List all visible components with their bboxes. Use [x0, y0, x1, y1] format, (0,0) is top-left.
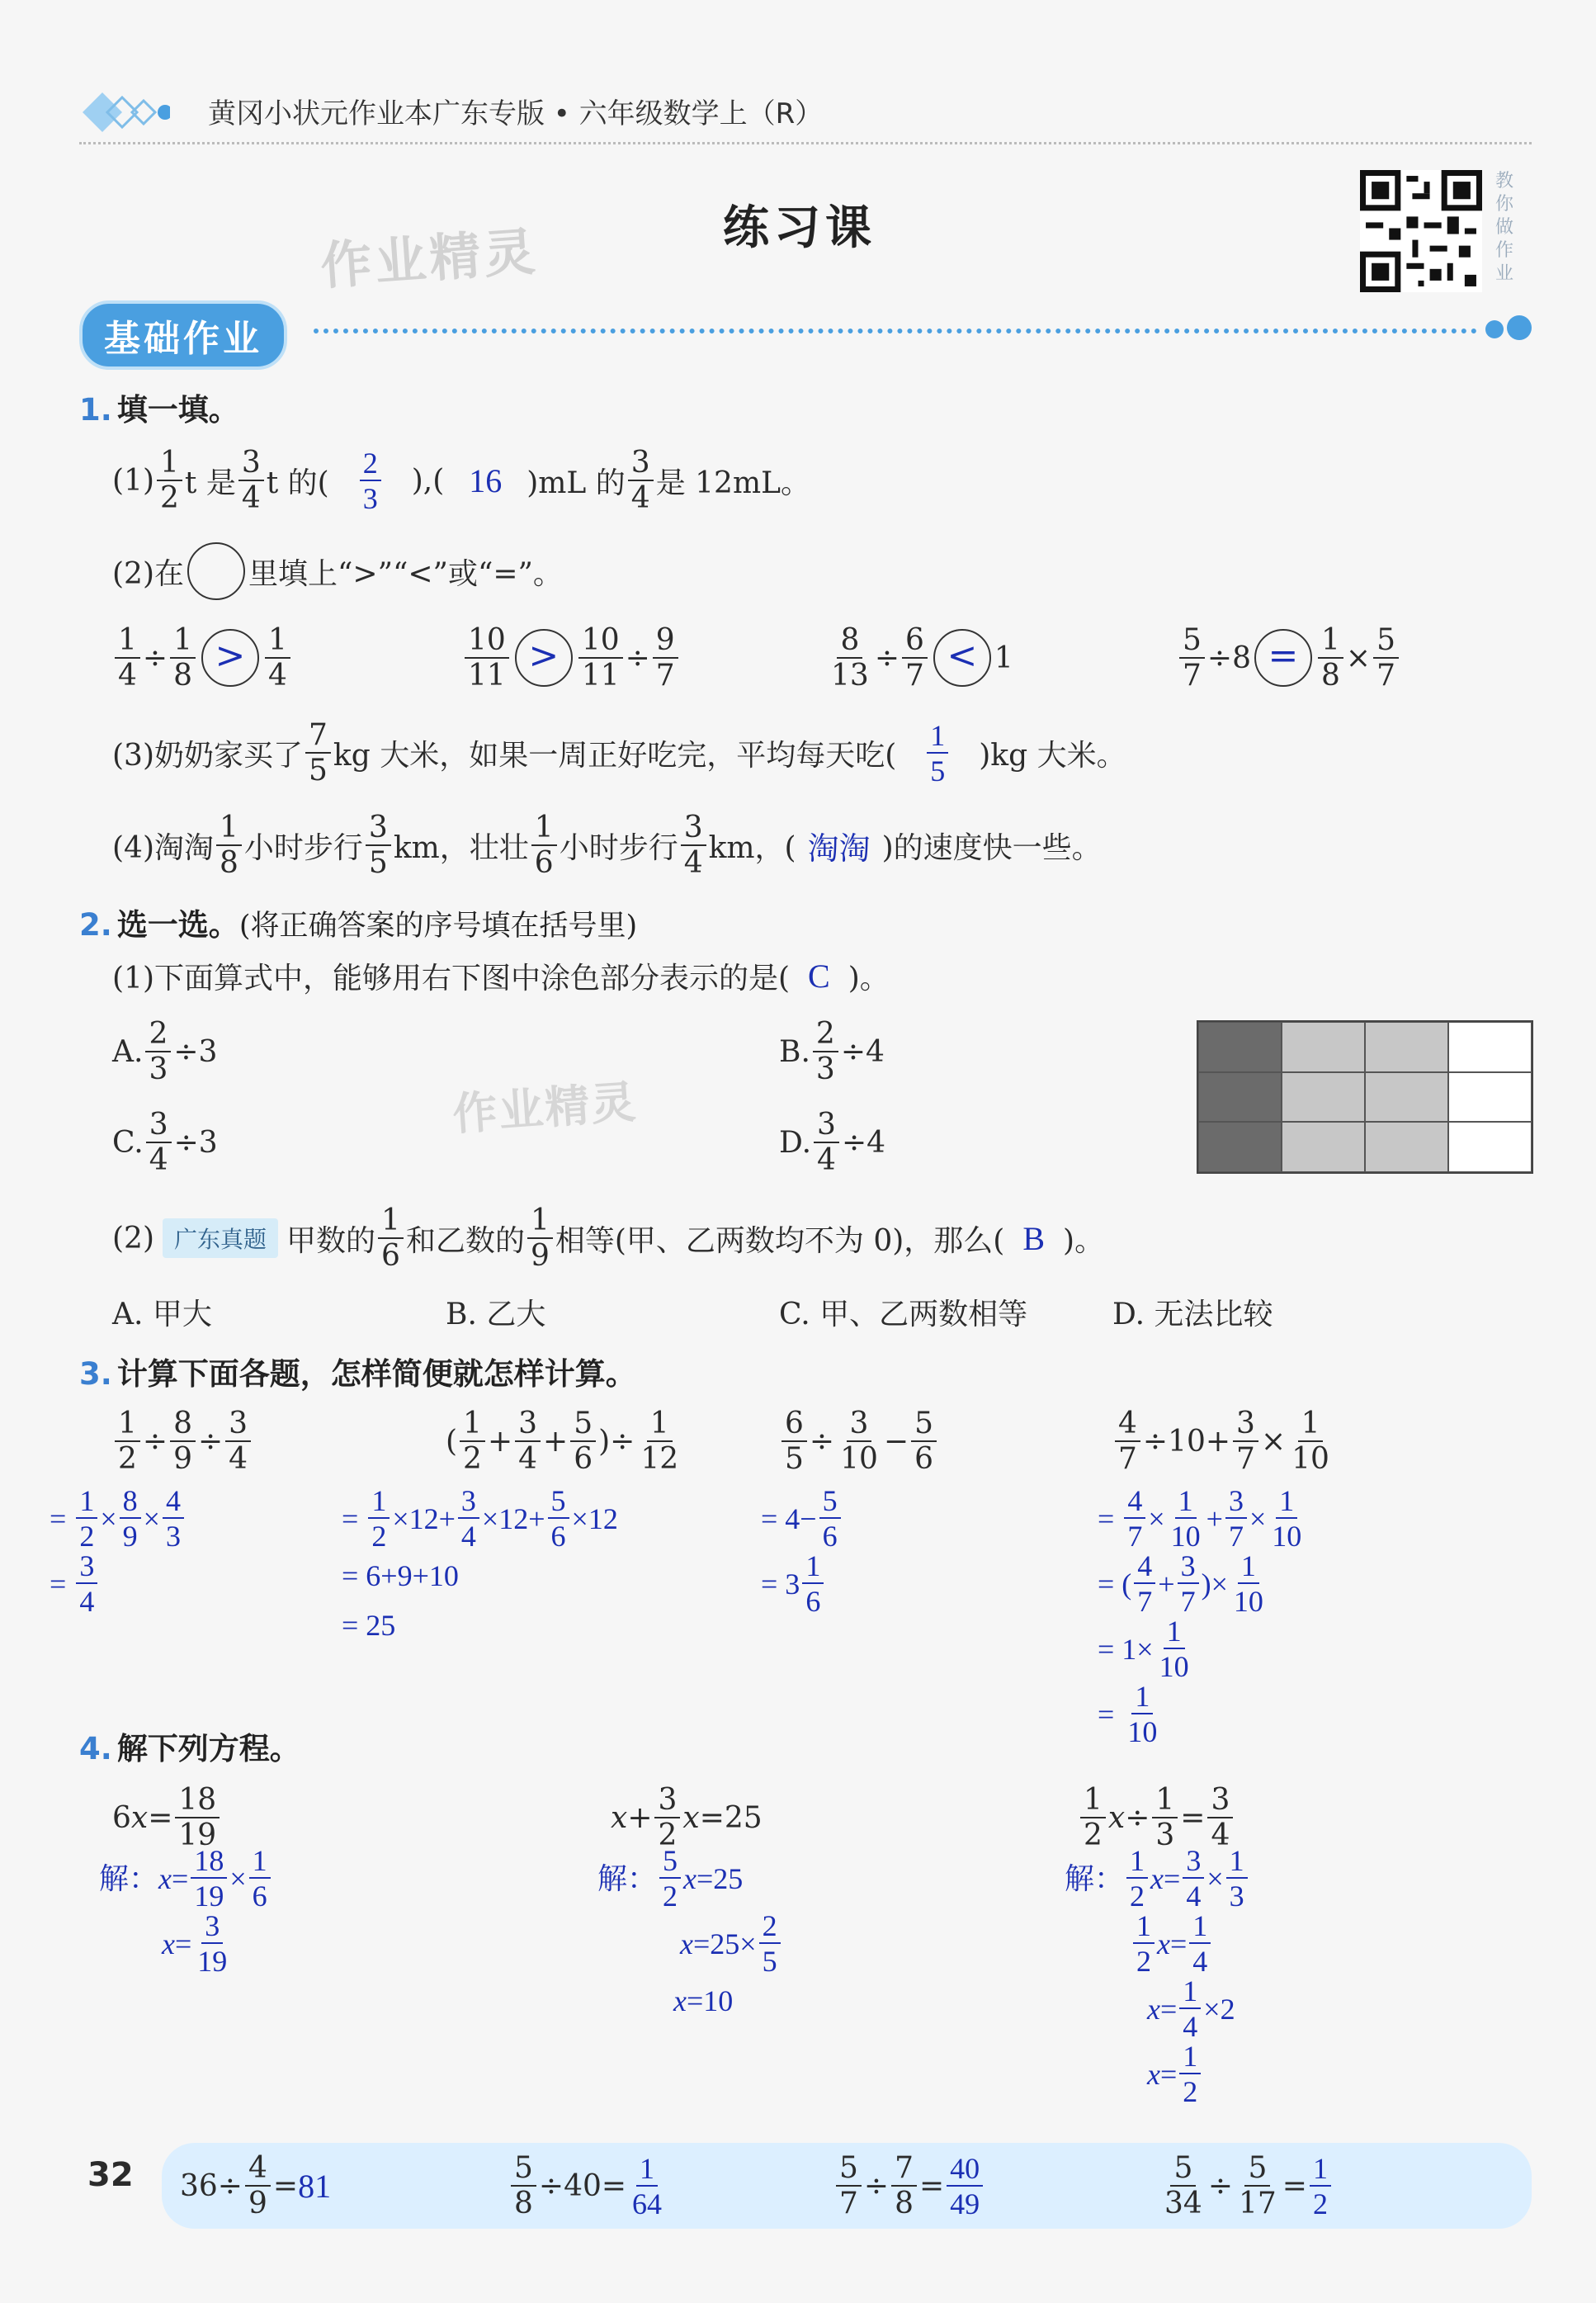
section-end-dot — [1485, 320, 1504, 338]
numerator: 2 — [145, 1019, 171, 1052]
frac — [115, 622, 140, 693]
qr-code[interactable] — [1360, 170, 1482, 292]
text: ÷ — [1207, 2168, 1233, 2203]
numerator: 1 — [927, 721, 948, 754]
denominator: 9 — [530, 1238, 550, 1273]
numerator: 3 — [146, 1110, 172, 1143]
q3-expr-2: ( $\frac{1}{2}$ + $\frac{3}{4}$ + $\frac{5}{6}$ )÷ $\frac{1}{12}$ — [446, 1406, 679, 1476]
text: ÷40= — [538, 2168, 627, 2203]
oral-calc-1 — [180, 2146, 331, 2225]
frac — [1235, 2150, 1280, 2220]
q3-work-1: = $\frac{1}{2}$ × $\frac{8}{9}$ × $\frac{4}{3}$ = $\frac{3}{4}$ — [50, 1486, 187, 1616]
q3-work-2: = $\frac{1}{2}$ ×12+ $\frac{3}{4}$ ×12+ $\frac{5}{6}$ ×12 = 6+9+10 = 25 — [342, 1484, 618, 1642]
frac — [531, 810, 557, 880]
option-d — [779, 1104, 885, 1180]
denominator: 5 — [309, 753, 328, 787]
numerator: 10 — [465, 626, 509, 659]
denominator: 3 — [815, 1052, 835, 1086]
text: (2)在 — [112, 556, 184, 591]
denominator: 3 — [362, 481, 378, 515]
frac — [681, 810, 706, 880]
numerator: 10 — [578, 626, 623, 659]
operator: ÷8 — [1206, 641, 1251, 675]
q4-work-1: 解： x = $\frac{18}{19}$ × $\frac{1}{6}$ x = $\frac{3}{19}$ — [99, 1846, 273, 1976]
text: )mL 的 — [526, 466, 626, 500]
numerator: 3 — [238, 448, 264, 481]
q4-work-3: 解： $\frac{1}{2}$ x = $\frac{3}{4}$ × $\frac{1}{3}$ $\frac{1}{2}$ x = $\frac{1}{4}$ x = $\frac{1}{4}$ ×2 x = $\frac{1}{2}$ — [1065, 1846, 1250, 2107]
option-b — [779, 1014, 885, 1090]
frac — [170, 622, 196, 693]
frac — [378, 1203, 404, 1273]
answer-frac[interactable] — [947, 2151, 983, 2220]
answer-blank[interactable] — [329, 448, 412, 513]
header-bar — [79, 83, 1532, 140]
operator: ÷ — [142, 641, 168, 675]
jie-label: 解： — [1065, 1861, 1125, 1895]
answer-blank[interactable]: 淘淘 — [807, 831, 871, 867]
grid-cell — [1448, 1072, 1532, 1123]
text: = — [918, 2168, 945, 2203]
frac — [265, 622, 290, 693]
grid-cell — [1282, 1022, 1365, 1072]
q2-options2-d: D. 无法比较 — [1112, 1298, 1273, 1331]
option-letter: A. — [112, 1034, 144, 1069]
numerator: 1 — [265, 626, 290, 659]
q3-number: 3. — [79, 1356, 112, 1392]
numerator: 5 — [1179, 626, 1205, 659]
header-divider — [79, 142, 1532, 144]
numerator: 40 — [947, 2154, 983, 2187]
denominator: 5 — [930, 754, 946, 787]
denominator: 4 — [118, 658, 137, 693]
q2-heading — [79, 900, 637, 944]
numerator: 8 — [837, 626, 862, 659]
page-number: 32 — [87, 2156, 134, 2194]
numerator: 1 — [1310, 2154, 1331, 2187]
frac — [216, 810, 242, 880]
q3-label: 计算下面各题，怎样简便就怎样计算。 — [116, 1356, 636, 1392]
denominator: 2 — [160, 480, 179, 515]
q2-part2 — [112, 1200, 1104, 1276]
frac — [814, 1107, 839, 1177]
numerator: 6 — [902, 626, 928, 659]
numerator: 7 — [891, 2154, 917, 2187]
grid-cell — [1282, 1122, 1365, 1172]
numerator: 2 — [813, 1019, 838, 1052]
denominator: 4 — [149, 1142, 168, 1177]
numerator: 1 — [157, 448, 182, 481]
numerator: 9 — [653, 626, 678, 659]
answer[interactable]: 81 — [298, 2167, 332, 2205]
diamond-logo-icon — [79, 89, 170, 135]
numerator: 1 — [636, 2154, 658, 2187]
frac — [902, 622, 928, 693]
q1-part3 — [112, 713, 1126, 792]
numerator: 5 — [1373, 626, 1399, 659]
text: kg 大米，如果一周正好吃完，平均每天吃( — [333, 738, 897, 773]
frac — [653, 622, 678, 693]
frac — [511, 2150, 536, 2220]
denominator: 8 — [173, 658, 192, 693]
grid-cell — [1198, 1072, 1282, 1123]
denominator: 9 — [248, 2186, 267, 2220]
numerator: 1 — [527, 1206, 553, 1239]
denominator: 64 — [632, 2187, 663, 2220]
frac — [828, 622, 872, 693]
frac — [465, 622, 509, 693]
frac — [157, 445, 182, 515]
section-badge — [79, 300, 287, 360]
q4-eq-1: 6 x = $\frac{18}{19}$ — [112, 1780, 222, 1856]
watermark: 作业精灵 — [319, 220, 541, 297]
empty-circle — [187, 542, 245, 600]
text: )的速度快一些。 — [881, 830, 1102, 865]
denominator: 8 — [1320, 658, 1340, 693]
operator: ÷ — [874, 641, 900, 675]
compare-1 — [112, 617, 293, 698]
text: (1)下面算式中，能够用右下图中涂色部分表示的是( — [112, 961, 791, 995]
numerator: 2 — [360, 448, 381, 481]
numerator: 3 — [628, 448, 654, 481]
denominator: 8 — [895, 2186, 914, 2220]
frac — [578, 622, 623, 693]
compare-4 — [1177, 617, 1401, 698]
q1-part1 — [112, 442, 810, 518]
grid-cell — [1365, 1022, 1448, 1072]
denominator: 7 — [839, 2186, 858, 2220]
q1-label: 填一填。 — [116, 392, 239, 428]
q2-options2-c: C. 甲、乙两数相等 — [779, 1298, 1028, 1331]
text: = — [272, 2168, 299, 2203]
numerator: 1 — [1318, 626, 1343, 659]
numerator: 5 — [1170, 2154, 1196, 2187]
text: ),( — [411, 463, 445, 498]
denominator: 4 — [241, 480, 261, 515]
section-dotted-line — [314, 329, 1477, 333]
frac — [245, 2150, 271, 2220]
text: (4)淘淘 — [112, 830, 214, 865]
q4-label: 解下列方程。 — [116, 1731, 300, 1766]
jie-label: 解： — [597, 1861, 658, 1895]
denominator: 7 — [1376, 658, 1395, 693]
grid-cell — [1198, 1022, 1282, 1072]
denominator: 34 — [1164, 2186, 1202, 2220]
frac — [145, 1016, 171, 1086]
frac — [366, 810, 391, 880]
q4-number: 4. — [79, 1731, 112, 1766]
text: ÷ — [863, 2168, 890, 2203]
header-title: 黄冈小状元作业本广东专版 • 六年级数学上（R） — [208, 97, 824, 130]
numerator: 1 — [170, 626, 196, 659]
q2-label: 选一选。 — [116, 907, 239, 943]
text: 小时步行 — [559, 830, 678, 865]
grid-cell — [1448, 1122, 1532, 1172]
numerator: 5 — [1244, 2154, 1270, 2187]
shaded-grid-figure — [1197, 1020, 1533, 1174]
oral-calc-4 — [1159, 2146, 1334, 2225]
value: 1 — [994, 641, 1013, 675]
q2-note: (将正确答案的序号填在括号里) — [238, 910, 638, 943]
frac — [891, 2150, 917, 2220]
denominator: 5 — [368, 845, 388, 880]
frac — [1373, 622, 1399, 693]
q3-expr-4: $\frac{4}{7}$ ÷10+ $\frac{3}{7}$ × $\frac{1}{10}$ — [1112, 1403, 1335, 1479]
compare-circle[interactable]: < — [933, 629, 991, 687]
compare-circle[interactable]: > — [515, 629, 573, 687]
section-badge-label: 基础作业 — [79, 300, 287, 370]
numerator: 3 — [366, 813, 391, 846]
q2-options2-a: A. 甲大 — [112, 1298, 212, 1331]
option-a — [112, 1014, 217, 1090]
q3-work-3: = 4− $\frac{5}{6}$ = 3 $\frac{1}{6}$ — [761, 1486, 843, 1616]
numerator: 5 — [836, 2154, 862, 2187]
answer-frac[interactable] — [1310, 2151, 1331, 2220]
frac — [1318, 622, 1343, 693]
text: km，( — [708, 830, 796, 865]
section-end-dot-2 — [1507, 315, 1532, 340]
numerator: 3 — [681, 813, 706, 846]
numerator: 5 — [511, 2154, 536, 2187]
q2-options2-b: B. 乙大 — [446, 1298, 546, 1331]
answer-blank[interactable]: C — [808, 957, 830, 995]
grid-cell — [1365, 1122, 1448, 1172]
q3-expr-3: $\frac{6}{5}$ ÷ $\frac{3}{10}$ − $\frac{5}{6}$ — [779, 1403, 939, 1479]
frac — [305, 717, 331, 787]
text: ÷3 — [173, 1034, 218, 1069]
q1p1-pre: (1) — [112, 463, 154, 498]
frac — [836, 2150, 862, 2220]
text: ÷4 — [841, 1125, 886, 1160]
denominator: 11 — [581, 658, 620, 693]
operator: × — [1345, 641, 1372, 675]
grid-cell — [1198, 1122, 1282, 1172]
compare-circle[interactable]: > — [201, 629, 259, 687]
page-title: 练习课 — [723, 201, 876, 255]
text: ÷4 — [840, 1034, 885, 1069]
text: = — [1282, 2168, 1307, 2203]
guangdong-tag: 广东真题 — [163, 1218, 278, 1258]
q2-number: 2. — [79, 907, 112, 943]
denominator: 4 — [683, 845, 703, 880]
denominator: 17 — [1238, 2186, 1277, 2220]
text: ÷3 — [173, 1125, 218, 1160]
text: km，壮壮 — [393, 830, 529, 865]
frac — [1161, 2150, 1206, 2220]
q1-number: 1. — [79, 392, 112, 428]
q3-work-4: = $\frac{4}{7}$ × $\frac{1}{10}$ + $\frac{3}{7}$ × $\frac{1}{10}$ = ( $\frac{4}{7}$ + $\frac{3}{7}$ )× $\frac{1}{10}$ = 1× $\frac{1}{10}$ = $\frac{1}{10}$ — [1098, 1484, 1302, 1748]
answer-frac — [927, 718, 948, 787]
answer-blank[interactable]: B — [1022, 1219, 1046, 1257]
denominator: 49 — [950, 2187, 980, 2220]
text: (3)奶奶家买了 — [112, 738, 303, 773]
text: 36÷ — [180, 2168, 243, 2203]
denominator: 3 — [149, 1052, 168, 1086]
text: )kg 大米。 — [979, 738, 1126, 773]
denominator: 2 — [1312, 2187, 1328, 2220]
denominator: 8 — [220, 845, 238, 880]
answer-frac — [360, 448, 381, 513]
compare-circle[interactable]: = — [1254, 629, 1312, 687]
text: t 的( — [266, 466, 329, 500]
answer-blank[interactable] — [896, 718, 979, 787]
text: (2) — [112, 1221, 154, 1256]
grid-cell — [1365, 1072, 1448, 1123]
numerator: 4 — [245, 2154, 271, 2187]
oral-calc-2 — [508, 2146, 668, 2225]
denominator: 7 — [904, 658, 924, 693]
numerator: 1 — [531, 813, 557, 846]
frac — [1179, 622, 1205, 693]
q4-work-2: 解： $\frac{5}{2}$ x =25 x =25× $\frac{2}{5}$ x =10 — [597, 1846, 783, 2026]
text: )。 — [848, 961, 890, 995]
q4-eq-3: $\frac{1}{2}$ x ÷ $\frac{1}{3}$ = $\frac{3}{4}$ — [1078, 1780, 1235, 1856]
answer-frac[interactable] — [629, 2151, 665, 2220]
q3-heading — [79, 1349, 636, 1393]
text: 里填上“>”“<”或“=”。 — [248, 556, 563, 591]
frac — [628, 445, 654, 515]
option-letter: B. — [779, 1034, 810, 1069]
frac — [238, 445, 264, 515]
option-letter: C. — [112, 1125, 144, 1160]
q4-heading — [79, 1724, 300, 1768]
denominator: 8 — [514, 2186, 533, 2220]
operator: ÷ — [625, 641, 650, 675]
numerator: 3 — [814, 1110, 839, 1143]
qr-side-text: 教你做作业 — [1495, 171, 1514, 284]
text: 小时步行 — [243, 830, 363, 865]
grid-cell — [1282, 1072, 1365, 1123]
denominator: 4 — [817, 1142, 836, 1177]
denominator: 7 — [655, 658, 675, 693]
option-letter: D. — [779, 1125, 812, 1160]
compare-3 — [825, 617, 1013, 698]
compare-2 — [462, 617, 681, 698]
watermark-middle: 作业精灵 — [451, 1076, 640, 1141]
denominator: 7 — [1183, 658, 1202, 693]
oral-calc-3 — [833, 2146, 985, 2225]
option-c — [112, 1104, 218, 1180]
q3-expr-1: $\frac{1}{2}$ ÷ $\frac{8}{9}$ ÷ $\frac{3}{4}$ — [112, 1403, 253, 1479]
denominator: 4 — [630, 480, 650, 515]
text: 甲数的 — [286, 1223, 376, 1258]
text: 和乙数的 — [405, 1223, 525, 1258]
q4-eq-2: x + $\frac{3}{2}$ x =25 — [611, 1782, 763, 1852]
text: t 是 — [184, 466, 236, 500]
jie-label: 解： — [99, 1861, 159, 1895]
q1-part2 — [112, 538, 563, 604]
text: )。 — [1063, 1223, 1105, 1258]
denominator: 6 — [534, 845, 554, 880]
q2-part1 — [112, 949, 890, 1002]
numerator: 1 — [378, 1206, 404, 1239]
answer-blank[interactable]: 16 — [469, 461, 503, 499]
denominator: 6 — [381, 1238, 400, 1273]
frac — [813, 1016, 838, 1086]
q1-part4 — [112, 806, 1102, 885]
numerator: 7 — [305, 721, 331, 754]
numerator: 1 — [216, 813, 242, 846]
denominator: 11 — [468, 658, 506, 693]
text: 是 12mL。 — [655, 466, 810, 500]
q1-heading — [79, 385, 239, 429]
text: 相等(甲、乙两数均不为 0)，那么( — [555, 1223, 1005, 1258]
grid-cell — [1448, 1022, 1532, 1072]
numerator: 1 — [115, 626, 140, 659]
denominator: 4 — [267, 658, 287, 693]
denominator: 13 — [831, 658, 869, 693]
frac — [527, 1203, 553, 1273]
frac — [146, 1107, 172, 1177]
